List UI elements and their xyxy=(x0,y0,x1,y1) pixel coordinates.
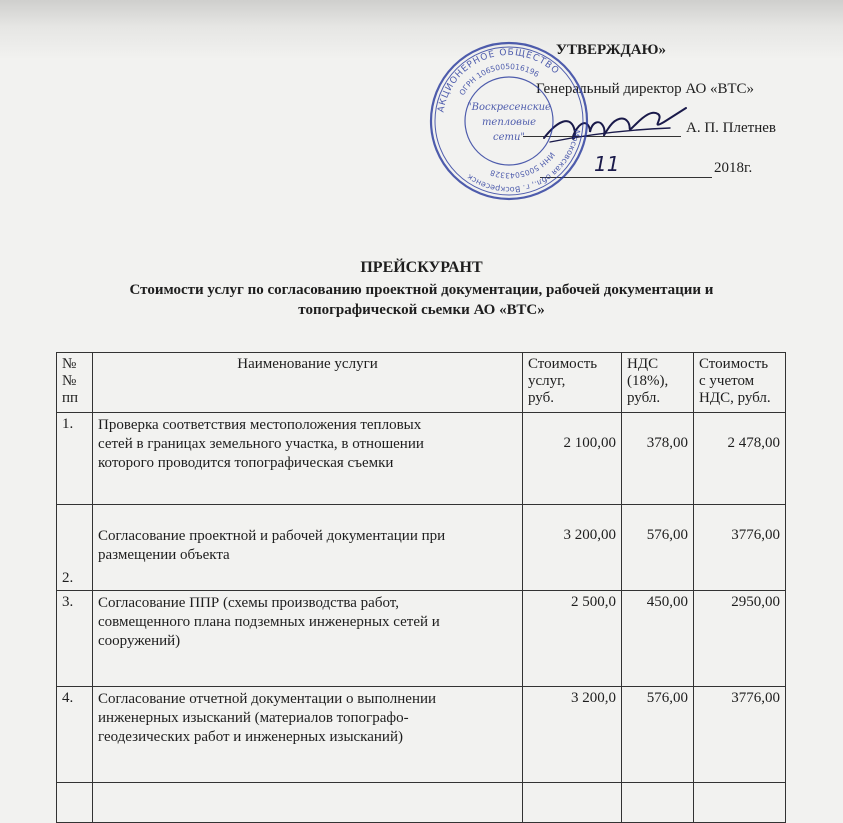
date-year: 2018г. xyxy=(714,160,753,176)
header-vat-line2: (18%), xyxy=(627,373,669,389)
header-number-line3: пп xyxy=(62,390,79,406)
row-cost: 2 100,00 xyxy=(523,413,622,505)
seal-center-line3: сети" xyxy=(492,132,526,143)
row-service-name-line: Согласование отчетной документации о выполнении xyxy=(98,691,437,707)
document-title: ПРЕЙСКУРАНТ xyxy=(360,259,483,276)
table-header-row xyxy=(57,353,786,413)
scan-top-shadow xyxy=(0,0,843,60)
row-service-name xyxy=(93,687,523,783)
seal-ogrn-text: ОГРН 1065005016196 xyxy=(457,61,541,97)
row-vat: 450,00 xyxy=(622,591,694,687)
document-subtitle-line2: топографической сьемки АО «ВТС» xyxy=(298,302,545,318)
row-number: 4. xyxy=(57,687,93,783)
header-vat-line3: рубл. xyxy=(627,390,661,406)
row-vat: 378,00 xyxy=(622,413,694,505)
company-seal xyxy=(428,40,590,202)
header-service-name: Наименование услуги xyxy=(93,353,523,413)
row-cost: 3 200,0 xyxy=(523,687,622,783)
header-total xyxy=(694,353,786,413)
row-service-name xyxy=(93,591,523,687)
seal-center-line2: тепловые xyxy=(481,117,537,128)
table-row xyxy=(57,687,786,783)
table-row xyxy=(57,413,786,505)
approve-label: УТВЕРЖДАЮ» xyxy=(556,42,667,58)
row-service-name-line: которого проводится топографическая съемки xyxy=(98,455,394,471)
table-row xyxy=(57,505,786,591)
row-cost: 2 500,0 xyxy=(523,591,622,687)
document-subtitle-line1: Стоимости услуг по согласованию проектной документации, рабочей документации и xyxy=(129,282,714,298)
header-vat xyxy=(622,353,694,413)
row-total xyxy=(694,783,786,823)
price-table xyxy=(56,352,786,823)
row-service-name-line: Согласование проектной и рабочей документации при xyxy=(98,528,446,544)
row-service-name-line: размещении объекта xyxy=(98,547,230,563)
table-row xyxy=(57,591,786,687)
seal-outer-text: АКЦИОНЕРНОЕ ОБЩЕСТВО xyxy=(436,47,561,114)
header-total-line2: с учетом xyxy=(699,373,755,389)
header-total-line1: Стоимость xyxy=(699,356,769,372)
row-service-name-line: совмещенного плана подземных инженерных сетей и xyxy=(98,614,440,630)
row-service-name-line: геодезических работ и инженерных изысканий) xyxy=(98,729,403,745)
header-vat-line1: НДС xyxy=(627,356,659,372)
header-cost-line3: руб. xyxy=(528,390,554,406)
header-number-line2: № xyxy=(62,373,77,389)
seal-center-line1: "Воскресенские xyxy=(467,102,551,113)
row-vat: 576,00 xyxy=(622,687,694,783)
header-cost-line2: услуг, xyxy=(528,373,566,389)
row-service-name xyxy=(93,413,523,505)
row-service-name-line: инженерных изысканий (материалов топографо- xyxy=(98,710,409,726)
header-number-line1: № xyxy=(62,356,77,372)
header-cost xyxy=(523,353,622,413)
row-service-name xyxy=(93,505,523,591)
row-cost: 3 200,00 xyxy=(523,505,622,591)
row-number: 3. xyxy=(57,591,93,687)
row-vat xyxy=(622,783,694,823)
handwritten-date-day: 11 xyxy=(594,152,620,176)
row-total: 3776,00 xyxy=(694,505,786,591)
row-number xyxy=(57,783,93,823)
row-service-name-line: Проверка соответствия местоположения тепловых xyxy=(98,417,422,433)
row-service-name-line: Согласование ППР (схемы производства работ, xyxy=(98,595,399,611)
table-row xyxy=(57,783,786,823)
header-cost-line1: Стоимость xyxy=(528,356,598,372)
row-cost xyxy=(523,783,622,823)
seal-inn-text: ИНН 5005043328 xyxy=(489,150,557,181)
row-number: 2. xyxy=(57,505,93,591)
position-title: Генеральный директор АО «ВТС» xyxy=(536,81,755,97)
row-number: 1. xyxy=(57,413,93,505)
row-vat: 576,00 xyxy=(622,505,694,591)
signer-name: А. П. Плетнев xyxy=(686,120,776,136)
document-subtitle xyxy=(60,280,783,320)
row-total: 3776,00 xyxy=(694,687,786,783)
row-service-name xyxy=(93,783,523,823)
seal-location-text: Московская обл., г. Воскресенск xyxy=(465,128,582,195)
row-service-name-line: сетей в границах земельного участка, в отношении xyxy=(98,436,424,452)
row-service-name-line: сооружений) xyxy=(98,633,181,649)
header-total-line3: НДС, рубл. xyxy=(699,390,771,406)
row-total: 2 478,00 xyxy=(694,413,786,505)
header-number xyxy=(57,353,93,413)
row-total: 2950,00 xyxy=(694,591,786,687)
